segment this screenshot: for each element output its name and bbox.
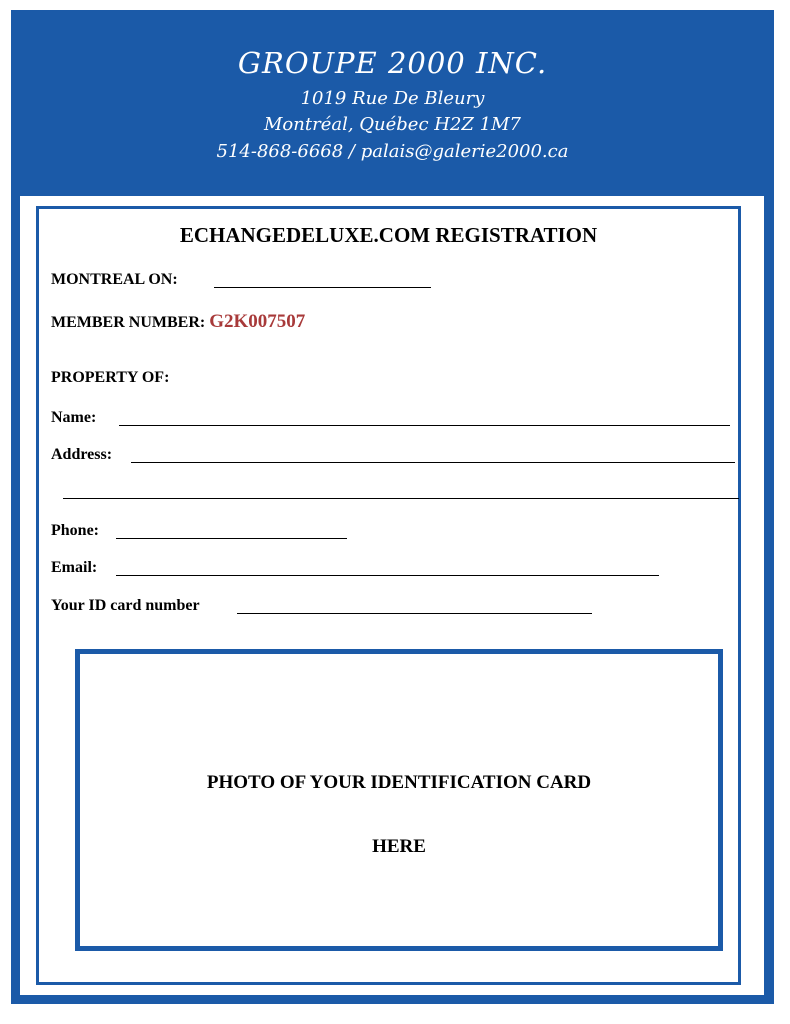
montreal-on-field[interactable] <box>214 287 431 288</box>
member-number-row <box>51 311 305 333</box>
email-field[interactable] <box>116 575 659 576</box>
montreal-on-label: MONTREAL ON: <box>51 271 178 288</box>
id-card-label: Your ID card number <box>51 597 200 614</box>
phone-field[interactable] <box>116 538 347 539</box>
letterhead <box>11 10 774 195</box>
address-field-line-1[interactable] <box>131 462 735 463</box>
address-street: 1019 Rue De Bleury <box>300 88 485 109</box>
member-number-value: G2K007507 <box>209 311 306 332</box>
id-card-field[interactable] <box>237 613 592 614</box>
registration-form <box>36 206 741 985</box>
name-label: Name: <box>51 409 97 426</box>
email-label: Email: <box>51 559 98 576</box>
phone-label: Phone: <box>51 522 99 539</box>
company-name: GROUPE 2000 INC. <box>237 46 548 80</box>
id-photo-box <box>75 649 723 951</box>
photo-instruction: PHOTO OF YOUR IDENTIFICATION CARD <box>206 772 592 793</box>
member-number-label: MEMBER NUMBER: <box>51 314 206 331</box>
form-title: ECHANGEDELUXE.COM REGISTRATION <box>179 223 598 247</box>
address-field-line-2[interactable] <box>63 498 739 499</box>
property-of-label: PROPERTY OF: <box>51 369 170 386</box>
contact-line: 514-868-6668 / palais@galerie2000.ca <box>216 141 569 162</box>
name-field[interactable] <box>119 425 730 426</box>
page-frame <box>11 10 774 1004</box>
photo-here-label: HERE <box>372 836 426 857</box>
address-city: Montréal, Québec H2Z 1M7 <box>264 114 521 135</box>
address-label: Address: <box>51 446 113 463</box>
form-background <box>20 196 764 995</box>
